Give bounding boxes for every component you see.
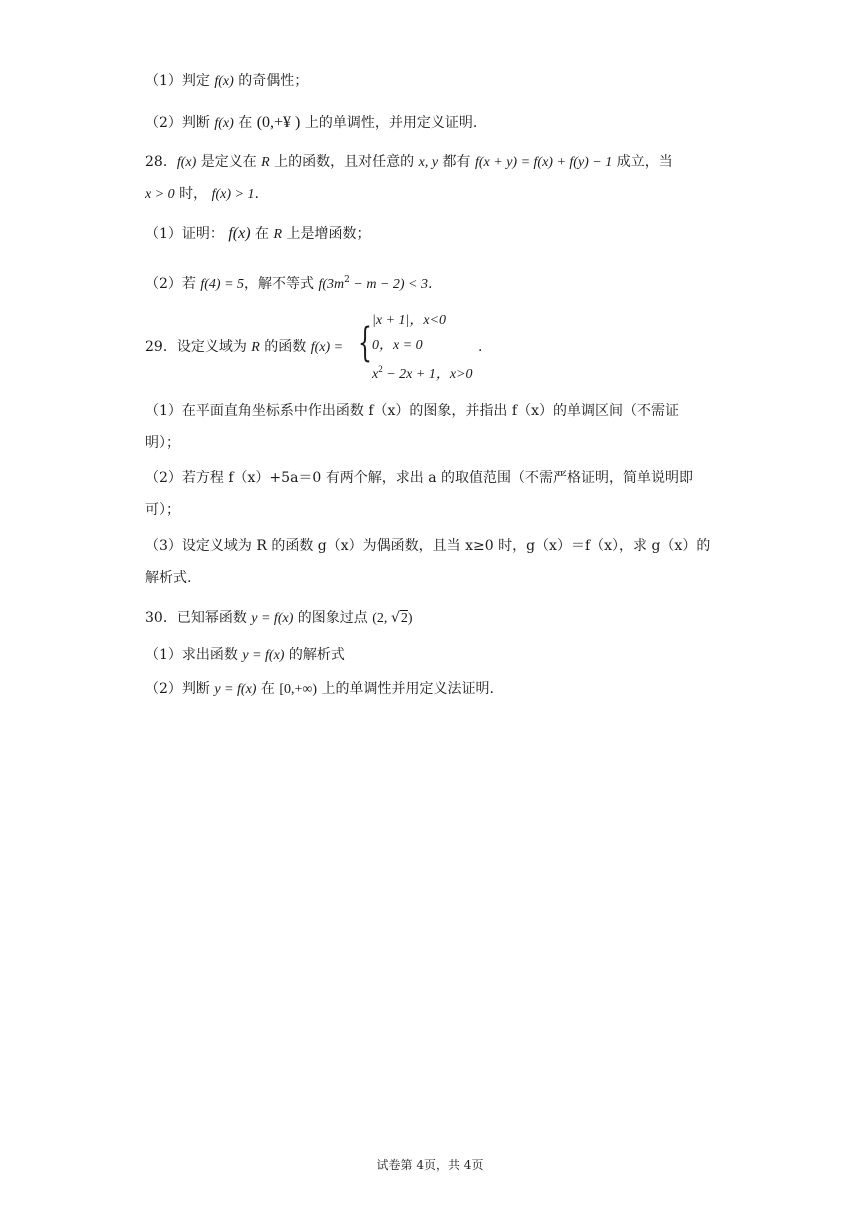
case-row-1: |x + 1|，x<0 [372, 313, 447, 328]
text: 的函数 [259, 339, 311, 355]
question-29-line-1 [145, 337, 343, 358]
text: （1）求出函数 [145, 647, 243, 663]
math-inequality: f(3m [318, 277, 345, 292]
page-footer: 试卷第 4页，共 4页 [376, 1158, 484, 1172]
period: . [478, 339, 483, 355]
math-fx: f(x) [214, 74, 234, 89]
text: 时， [174, 186, 212, 202]
question-number: 28． [145, 154, 177, 170]
question-29-part-2-cont: 可）； [145, 502, 180, 518]
text: 上的单调性，并用定义证明. [300, 115, 478, 131]
math-equation: y = f(x) [251, 611, 294, 626]
math-point: (2, [372, 611, 391, 626]
math-condition: x > 0 [145, 187, 175, 202]
question-29-part-3: （3）设定义域为 R 的函数 g（x）为偶函数，且当 x≥0 时，g（x）＝f（x），求 g（x）的 [145, 538, 711, 554]
math-R: R [251, 340, 260, 355]
math-x: x [372, 367, 379, 382]
question-28-part-2 [145, 270, 432, 295]
question-number: 30．已知幂函数 [145, 610, 252, 626]
text: 成立，当 [612, 154, 673, 170]
text: 在 [233, 115, 257, 131]
text: （1）证明： [145, 226, 229, 242]
text: 上是增函数； [282, 226, 371, 242]
text: 上的单调性并用定义法证明. [317, 681, 494, 697]
math-point: ) [407, 611, 413, 626]
math-R: R [261, 155, 270, 170]
sqrt-icon: √ [390, 610, 400, 626]
question-29-part-1: （1）在平面直角坐标系中作出函数 f（x）的图象，并指出 f（x）的单调区间（不需证 [145, 403, 679, 419]
math-equation: f(4) = 5 [200, 277, 245, 292]
question-30-line-1 [145, 608, 413, 629]
math-xy: x, y [418, 155, 439, 170]
math-equation: y = f(x) [214, 682, 257, 697]
question-29-part-1-cont: 明）； [145, 435, 180, 451]
exponent: 2 [344, 275, 350, 285]
text: ，解不等式 [244, 276, 319, 292]
text: 的解析式 [284, 647, 345, 663]
text: 的奇偶性； [233, 73, 309, 89]
math-fx: f(x) = [310, 340, 344, 355]
question-30-part-1 [145, 645, 345, 666]
text: . [428, 276, 433, 292]
text: （1）判定 [145, 73, 215, 89]
text: 都有 [438, 154, 475, 170]
exponent: 2 [378, 364, 383, 374]
case-row-2: 0，x = 0 [372, 338, 423, 353]
question-30-part-2 [145, 679, 494, 700]
math-inequality: f(x) > 1 [211, 187, 255, 202]
question-29-part-3-cont: 解析式. [145, 570, 192, 586]
question-28-part-1 [145, 224, 370, 245]
part-1-line [145, 71, 308, 92]
question-29-part-2: （2）若方程 f（x）+5a＝0 有两个解，求出 a 的取值范围（不需严格证明，简单说明即 [145, 470, 694, 486]
math-interval: (0,+¥ ) [256, 114, 301, 131]
math-equation: y = f(x) [242, 648, 285, 663]
text: 在 [250, 226, 274, 242]
math-inequality: − m − 2) < 3 [349, 277, 429, 292]
text: （2）若 [145, 276, 201, 292]
text: （2）判断 [145, 115, 215, 131]
question-28-line-2 [145, 184, 259, 205]
case-row-3 [372, 360, 473, 384]
brace-icon: { [358, 320, 372, 366]
math-radicand: 2 [400, 611, 408, 626]
math-R: R [273, 227, 283, 242]
text: . [254, 186, 259, 202]
text: 是定义在 [196, 154, 262, 170]
text: 上的函数，且对任意的 [269, 154, 419, 170]
question-28-line-1 [145, 152, 673, 173]
math-equation: f(x + y) = f(x) + f(y) − 1 [474, 155, 613, 170]
text: （2）判断 [145, 681, 215, 697]
math-fx: f(x) [228, 225, 251, 242]
math-text: − 2x + 1，x>0 [382, 367, 473, 382]
math-fx: f(x) [214, 116, 234, 131]
math-fx: f(x) [176, 155, 197, 170]
text: 的图象过点 [293, 610, 373, 626]
part-2-line [145, 113, 477, 134]
question-number: 29．设定义域为 [145, 339, 252, 355]
text: 在 [256, 681, 280, 697]
math-interval: [0,+∞) [279, 682, 318, 697]
